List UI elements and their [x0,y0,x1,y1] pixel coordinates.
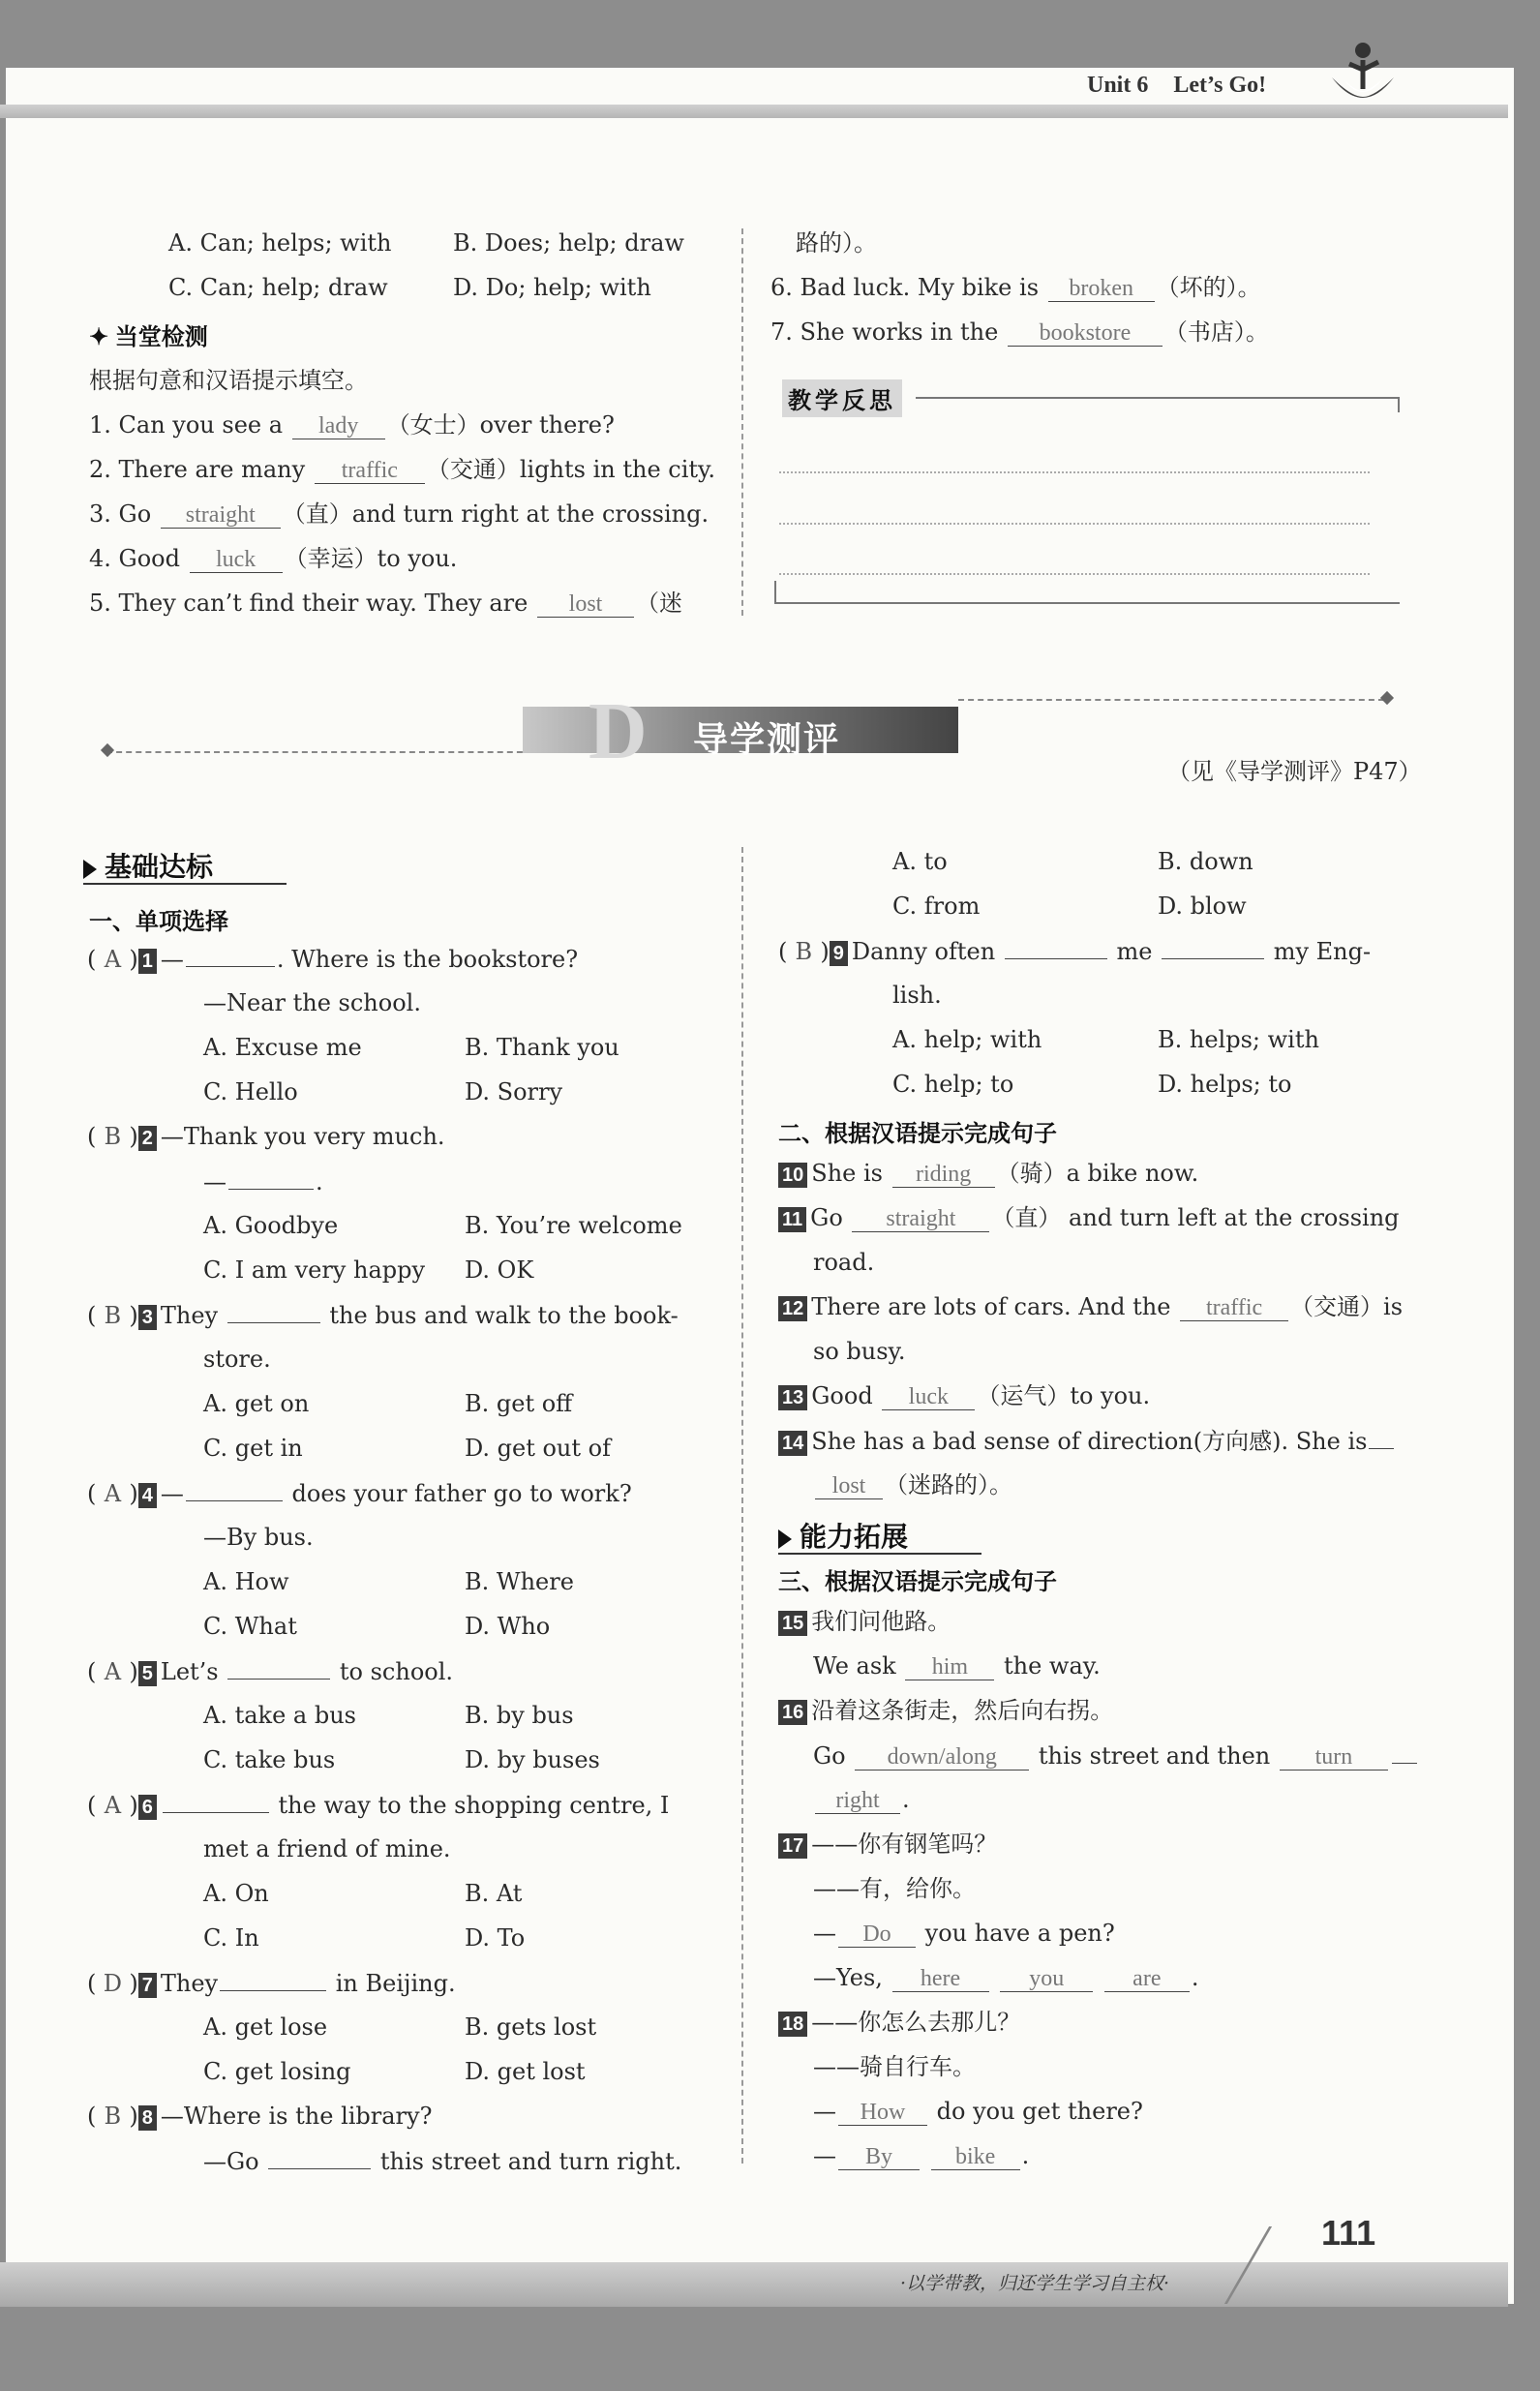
answer: How [838,2100,927,2126]
option-d: D. To [465,1924,526,1952]
question-4 [89,544,457,573]
banner-line-right [958,699,1384,701]
option-a: A. take a bus [203,1702,356,1729]
choice-answer: D [103,1970,122,1997]
reflection-box-edge [1398,397,1400,412]
answer: riding [892,1162,995,1188]
q-text: — [160,1480,184,1507]
option-a: A. Excuse me [203,1034,362,1061]
q-text: 沿着这条街走，然后向右拐。 [811,1697,1114,1724]
blank [1369,1426,1394,1449]
q-text: （骑）a bike now. [996,1160,1199,1187]
question-10 [778,1159,1198,1188]
q-text: — [813,2098,836,2125]
option-c: C. In [203,1924,259,1952]
answer: traffic [315,458,425,484]
blank [268,2146,371,2169]
q-text: ——骑自行车。 [813,2053,976,2080]
q-text: （坏的）。 [1156,274,1261,301]
blank [228,1166,314,1190]
question-5 [89,589,682,618]
blank [186,1478,283,1501]
q8-reply [203,2146,681,2176]
q-text: road. [813,1249,875,1276]
reflection-box-bottom [774,602,1400,604]
q-text: — [813,2142,836,2169]
reference-note: （见《导学测评》P47） [1167,758,1422,785]
opt-line-1b [453,228,684,257]
q-text: Good [811,1382,873,1409]
q-text: ——你有钢笔吗？ [811,1831,998,1858]
question-2 [89,455,715,484]
option-d: D. get lost [465,2058,586,2085]
q-text: 我们问他路。 [811,1608,951,1635]
reflection-title-line [916,397,1400,399]
question-number: 5 [138,1661,157,1686]
answer: down/along [855,1744,1029,1771]
question-12 [778,1292,1403,1321]
choice-answer: B [795,938,813,965]
question-3-answer: ( B ) 3 They the bus and walk to the book- [87,1302,679,1329]
q-text: Go [813,1742,846,1770]
option-d: D. Do; help; with [453,274,651,301]
choice-answer: A [104,1792,122,1819]
question-number: 1 [138,949,157,974]
question-16-cont [813,1785,910,1814]
q-text: 5. They can’t find their way. They are [89,590,528,617]
header-bar [0,105,1508,118]
q-text: 6. Bad luck. My bike is [770,274,1040,301]
question-number: 7 [138,1973,157,1998]
question-15-line [813,1651,1101,1680]
answer: right [815,1788,900,1814]
question-17 [778,1830,997,1859]
option-d: D. OK [465,1256,534,1284]
q-text: 3. Go [89,500,152,528]
unit-label: Unit 6 [1087,73,1149,98]
q-text: ——你怎么去那儿？ [811,2009,1021,2036]
q-text: the bus and walk to the book- [329,1302,679,1329]
q-text: this street and turn right. [379,2148,682,2175]
q-text: me [1116,938,1153,965]
blank [227,1300,320,1323]
question-14-cont [813,1470,1012,1499]
question-number: 9 [830,941,848,966]
q-text: （交通）lights in the city. [426,456,716,483]
banner-title: 导学测评 [693,719,841,759]
q-text: —Where is the library? [160,2103,433,2130]
q-text: . [1191,1964,1199,1991]
option-d: D. Who [465,1613,551,1640]
option-c: C. Can; help; draw [168,274,388,301]
arrow-icon [778,1529,792,1549]
question-7 [770,318,1269,347]
section-title: 当堂检测 [114,324,208,350]
question-15 [778,1607,951,1636]
section-title: 基础达标 [105,852,214,882]
option-b: B. get off [465,1390,573,1417]
reflection-line [779,573,1370,575]
option-b: B. down [1158,848,1253,875]
option-b: B. Where [465,1568,574,1595]
q-text: . Where is the bookstore? [276,946,579,973]
section-heading-classroom-check [89,318,208,351]
subsection-single-choice: 一、单项选择 [89,909,228,935]
q-text: ——有，给你。 [813,1875,976,1902]
option-a: A. How [203,1568,289,1595]
question-3 [89,499,709,529]
q-text: Let’s [160,1658,219,1685]
question-6 [770,273,1261,302]
opt-line-1 [168,228,391,257]
choice-answer: B [104,1123,122,1150]
option-a: A. help; with [892,1026,1042,1053]
question-number: 4 [138,1483,157,1508]
q-text: — [813,1920,836,1947]
q-text: Danny often [851,938,996,965]
q-text: met a friend of mine. [203,1835,451,1862]
q-text: — [203,1168,226,1196]
reflection-line [779,523,1370,525]
option-c: C. I am very happy [203,1256,426,1284]
question-number: 16 [778,1700,807,1725]
question-4-answer: ( A ) 4 — does your father go to work? [87,1480,632,1507]
question-number: 3 [138,1305,157,1330]
option-c: C. get in [203,1435,303,1462]
question-5-answer: ( A ) 5 Let’s to school. [87,1658,454,1685]
answer: Do [838,1922,916,1948]
question-number: 14 [778,1431,807,1456]
choice-answer: B [104,2103,122,2130]
question-2-answer: ( B ) 2 —Thank you very much. [87,1123,445,1150]
section-banner [523,686,958,776]
question-11 [778,1203,1400,1232]
option-a: A. to [892,848,948,875]
option-c: C. What [203,1613,297,1640]
q-text: my Eng- [1273,938,1372,965]
question-7-answer: ( D ) 7 They in Beijing. [87,1970,456,1997]
q-text: store. [203,1346,271,1373]
answer: luck [190,547,283,573]
q1-reply: —Near the school. [203,989,421,1016]
q-text: 1. Can you see a [89,411,284,439]
option-a: A. Goodbye [203,1212,339,1239]
q-text: （运气）to you. [977,1382,1151,1409]
option-d: D. get out of [465,1435,611,1462]
q-text: She has a bad sense of direction(方向感). She is [811,1428,1368,1455]
question-16 [778,1696,1113,1725]
q-text: —By bus. [203,1524,314,1551]
option-c: C. get losing [203,2058,351,2085]
q-text: （交通）is [1290,1293,1404,1320]
question-17-line1 [813,1919,1115,1948]
blank [1162,936,1264,959]
answer: turn [1280,1744,1388,1771]
q-text: They [160,1302,219,1329]
banner-letter: D [589,686,648,776]
q-text: （迷路的）。 [885,1471,1012,1498]
option-d: D. Sorry [465,1078,563,1105]
reflection-box-edge [774,581,776,604]
blank [1392,1740,1417,1764]
q5-continuation: 路的）。 [796,229,877,257]
option-c: C. from [892,893,981,920]
arrow-icon [83,860,97,879]
q-text: They [160,1970,219,1997]
column-divider-bottom [741,847,743,2164]
answer: him [905,1654,994,1680]
reader-logo-icon [1324,41,1402,118]
column-divider-top [741,228,743,616]
option-d: D. blow [1158,893,1247,920]
question-number: 10 [778,1163,807,1188]
answer: straight [161,502,281,529]
question-number: 17 [778,1833,807,1859]
answer: you [1000,1966,1093,1992]
question-18-line1 [813,2097,1143,2126]
question-number: 6 [138,1795,157,1820]
option-a: A. Can; helps; with [168,229,392,257]
q-text: Go [810,1204,843,1231]
option-c: C. help; to [892,1071,1014,1098]
unit-header [1087,73,1291,99]
question-number: 13 [778,1385,807,1410]
question-number: 2 [138,1126,157,1151]
q-text: lish. [892,982,942,1009]
unit-title: Let’s Go! [1173,73,1267,98]
q-text: 2. There are many [89,456,306,483]
opt-line-2 [168,273,388,302]
answer: straight [852,1206,989,1232]
q2-reply [203,1166,323,1196]
option-b: B. gets lost [465,2013,597,2041]
option-c: C. take bus [203,1746,336,1773]
question-1 [89,410,615,439]
choice-answer: A [104,1480,122,1507]
section-heading-extension [778,1516,908,1555]
question-16-line [813,1740,1419,1771]
question-6-answer: ( A ) 6 the way to the shopping centre, I [87,1792,670,1819]
q-text: to school. [339,1658,454,1685]
option-c: C. Hello [203,1078,298,1105]
answer: are [1104,1966,1190,1992]
question-number: 18 [778,2012,807,2037]
q-text: （直）and turn right at the crossing. [282,500,710,528]
answer: lady [292,413,385,439]
diamond-icon: ✦ [89,324,109,350]
answer: broken [1048,276,1155,302]
option-b: B. helps; with [1158,1026,1319,1053]
q-text: We ask [813,1652,896,1680]
blank [1005,936,1107,959]
q-text: There are lots of cars. And the [811,1293,1171,1320]
question-18 [778,2008,1020,2037]
question-18-line2 [813,2141,1029,2170]
option-b: B. You’re welcome [465,1212,682,1239]
q-text: —Yes, [813,1964,883,1991]
answer: lost [537,591,634,618]
q-text: 4. Good [89,545,180,572]
question-14 [778,1426,1396,1456]
q-text: （直） and turn left at the crossing [991,1204,1400,1231]
q-text: （女士）over there? [386,411,615,439]
banner-line-left [106,751,532,753]
q-text: this street and then [1038,1742,1271,1770]
question-number: 15 [778,1611,807,1636]
q-text: . [1021,2142,1030,2169]
q-text: so busy. [813,1338,906,1365]
question-13 [778,1381,1150,1410]
page-number: 111 [1321,2213,1376,2253]
question-number: 8 [138,2105,157,2131]
blank [186,944,275,967]
q-text: She is [811,1160,883,1187]
answer: lost [815,1473,883,1499]
opt-line-2b [453,273,651,302]
q-text: you have a pen? [924,1920,1115,1947]
q-text: does your father go to work? [291,1480,632,1507]
section-underline [83,883,287,885]
answer: bookstore [1008,320,1163,347]
question-17-line2 [813,1963,1198,1992]
blank [227,1656,330,1680]
q-text: . [902,1786,910,1813]
answer: luck [882,1384,975,1410]
subsection-complete-sentences-2: 三、根据汉语提示完成句子 [778,1569,1057,1595]
q-text: in Beijing. [335,1970,456,1997]
option-a: A. get lose [203,2013,328,2041]
section-title: 能力拓展 [800,1522,909,1552]
q-text: 7. She works in the [770,318,999,346]
answer: bike [931,2144,1020,2170]
question-number: 11 [778,1207,806,1232]
section-underline [778,1553,981,1555]
q-text: （迷 [636,590,682,617]
instruction: 根据句意和汉语提示填空。 [89,367,368,394]
footer-motto: ·以学带教，归还学生学习自主权· [900,2273,1170,2294]
section-heading-basics [83,846,213,885]
teaching-reflection-label: 教学反思 [782,379,902,417]
subsection-complete-sentences: 二、根据汉语提示完成句子 [778,1121,1057,1147]
choice-answer: A [104,1658,122,1685]
option-b: B. by bus [465,1702,574,1729]
question-1-answer: ( A ) 1 — . Where is the bookstore? [87,946,579,973]
option-b: B. At [465,1880,523,1907]
choice-answer: A [104,946,122,973]
option-d: D. by buses [465,1746,600,1773]
option-b: B. Does; help; draw [453,229,684,257]
reflection-line [779,471,1370,473]
answer: traffic [1180,1295,1288,1321]
q-text: — [160,946,184,973]
choice-answer: B [104,1302,122,1329]
option-a: A. On [203,1880,269,1907]
option-a: A. get on [203,1390,310,1417]
option-b: B. Thank you [465,1034,619,1061]
blank [220,1968,326,1991]
answer: By [838,2144,920,2170]
option-d: D. helps; to [1158,1071,1292,1098]
q-text: （幸运）to you. [284,545,458,572]
q-text: the way to the shopping centre, I [278,1792,670,1819]
q-text: . [316,1168,323,1196]
answer: here [892,1966,989,1992]
q-text: （书店）。 [1163,318,1269,346]
q-text: —Go [203,2148,259,2175]
q-text: do you get there? [936,2098,1143,2125]
blank [163,1790,269,1813]
question-8-answer: ( B ) 8 —Where is the library? [87,2103,433,2130]
question-9-answer: ( B ) 9 Danny often me my Eng- [778,938,1372,965]
q-text: —Thank you very much. [160,1123,445,1150]
q-text: the way. [1004,1652,1101,1680]
question-number: 12 [778,1296,807,1321]
